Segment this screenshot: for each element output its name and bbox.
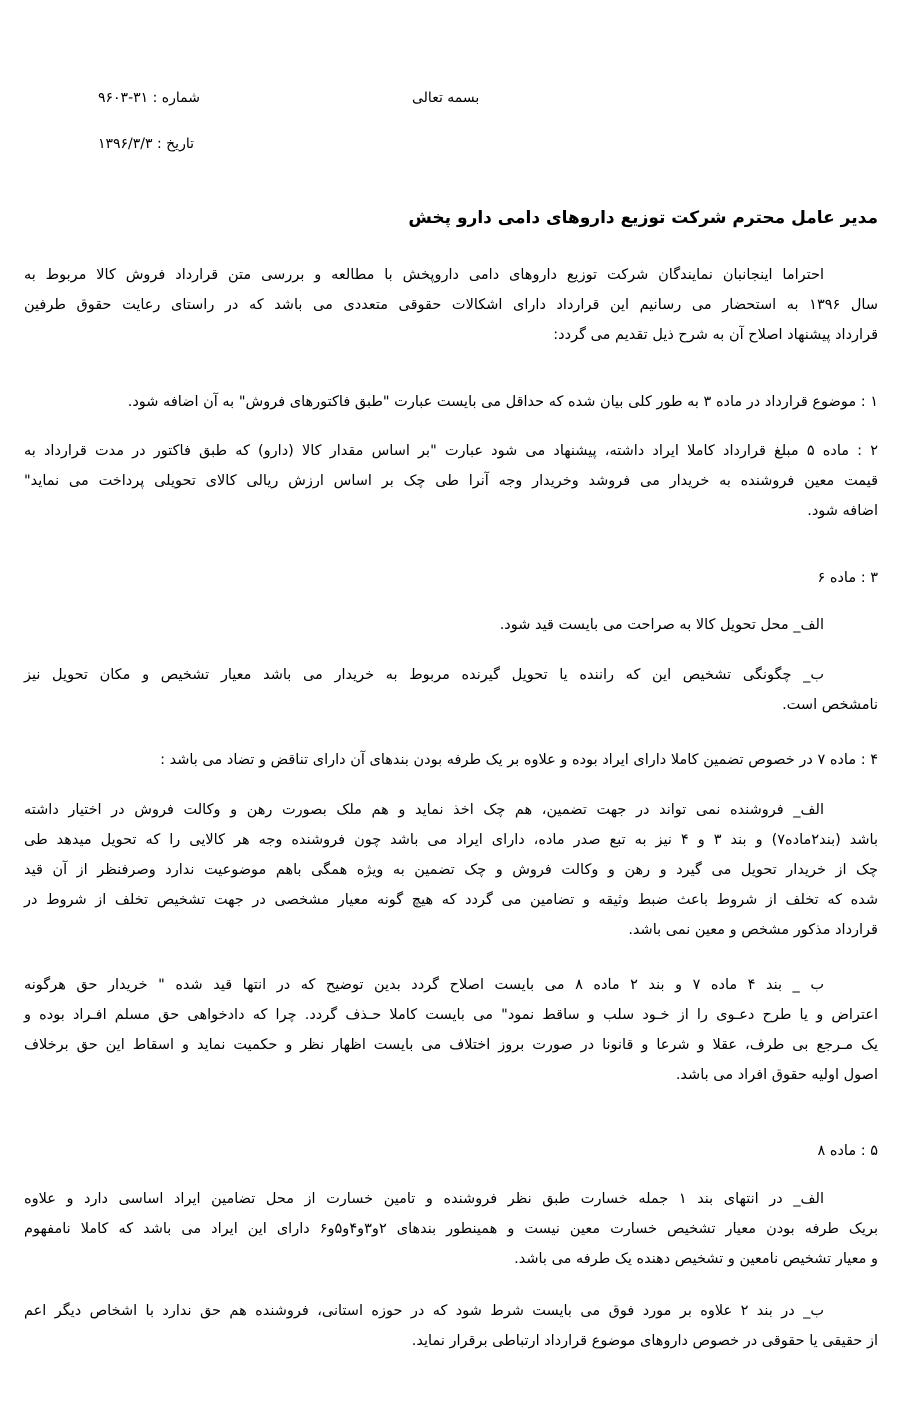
paragraph-line: نامشخص است. [782, 697, 878, 713]
paragraph-line: اضافه شود. [807, 503, 878, 519]
paragraph-line: قرارداد پیشنهاد اصلاح آن به شرح ذیل تقدیم می گردد: [553, 327, 878, 343]
item-4-paragraph [24, 745, 878, 775]
paragraph-line: اعتراض و یا طرح دعـوی را از خـود سلب و ساقط نمود" می بایست کاملا حـذف گردد. چرا که دادخواهی حق مسلم افـراد بوده و [24, 1007, 878, 1023]
paragraph-line: چک از خریدار تحویل می گیرد و رهن و وکالت فروش و چک تضمین به ویژه همگی باهم موضوعیت ندارد وصرفنظر از آن قید [24, 862, 878, 878]
paragraph-line: سال ۱۳۹۶ به استحضار می رسانیم این قرارداد دارای اشکالات حقوقی متعددی می باشد که در راستای رعایت حقوق طرفین [24, 297, 878, 313]
item-3-clause-a [24, 610, 878, 640]
paragraph-line: بریک طرفه بودن معیار تشخیص خسارت معین نیست و همینطور بندهای ۲و۳و۴و۵و۶ دارای این ایراد می باشد که کاملا نامفهوم [24, 1221, 878, 1237]
salutation-heading: مدیر عامل محترم شرکت توزیع داروهای دامی دارو پخش [408, 208, 878, 228]
paragraph-line: الف_ فروشنده نمی تواند در جهت تضمین، هم چک اخذ نماید و هم ملک بصورت رهن و وکالت فروش در اختیار داشته [24, 802, 824, 818]
item-4-clause-b [24, 970, 878, 1090]
item-3-heading [24, 563, 878, 593]
item-5-clause-a [24, 1184, 878, 1274]
paragraph-line: اصول اولیه حقوق افراد می باشد. [675, 1067, 878, 1083]
letter-date: تاریخ : ۱۳۹۶/۳/۳ [97, 136, 194, 152]
paragraph-line: قیمت معین فروشنده به خریدار می فروشد وخریدار وجه آنرا طی چک بر اساس ارزش ریالی کالای تحویلی پرداخت می نماید" [24, 473, 878, 489]
item-3-clause-b [24, 660, 878, 720]
paragraph-line: ب_ در بند ۲ علاوه بر مورد فوق می بایست شرط شود که در حوزه استانی، فروشنده هم حق ندارد با اشخاص دیگر اعم [24, 1303, 824, 1319]
paragraph-line: و معیار تشخیص نامعین و تشخیص دهنده یک طرفه می باشد. [514, 1251, 878, 1267]
paragraph-line: ب_ چگونگی تشخیص این که راننده یا تحویل گیرنده مربوط به خریدار می باشد معیار تشخیص و مکان تحویل نیز [24, 667, 824, 683]
paragraph-line: شده که تخلف از شروط باعث ضبط وثیقه و تضامین می گردد که هیچ گونه معیار مشخصی در جهت تشخیص تخلف از شروط در [24, 892, 878, 908]
paragraph-line: ۴ : ماده ۷ در خصوص تضمین کاملا دارای ایراد بوده و علاوه بر یک طرفه بودن بندهای آن دارای تناقض و تضاد می باشد : [160, 752, 878, 768]
paragraph-line: یک مـرجع بی طرف، عقلا و شرعا و قانونا در صورت بروز اختلاف می بایست اظهار نظر و حکمیت نماید و اسقاط این حق برخلاف [24, 1037, 878, 1053]
letter-number: شماره : ۳۱-۹۶۰۳ [98, 90, 200, 106]
item-5-heading [24, 1136, 878, 1166]
basmala-heading: بسمه تعالی [412, 90, 480, 106]
paragraph-line: ۳ : ماده ۶ [817, 570, 878, 586]
item-5-clause-b [24, 1296, 878, 1356]
item-2-paragraph [24, 436, 878, 526]
paragraph-line: ۱ : موضوع قرارداد در ماده ۳ به طور کلی بیان شده که حداقل می بایست عبارت "طبق فاکتورهای فروش" به آن اضافه شود. [127, 394, 878, 410]
paragraph-line: الف_ در انتهای بند ۱ جمله خسارت طبق نظر فروشنده و تامین خسارت از محل تضامین ایراد اساسی دارد و علاوه [24, 1191, 824, 1207]
item-1-paragraph [24, 387, 878, 417]
intro-paragraph [24, 260, 878, 350]
paragraph-line: احتراما اینجانبان نمایندگان شرکت توزیع داروهای دامی داروپخش با مطالعه و بررسی متن قرارداد فروش کالا مربوط به [24, 267, 824, 283]
paragraph-line: ب _ بند ۴ ماده ۷ و بند ۲ ماده ۸ می بایست اصلاح گردد بدین توضیح که در انتها قید شده " خریدار حق هرگونه [24, 977, 824, 993]
paragraph-line: ۲ : ماده ۵ مبلغ قرارداد کاملا ایراد داشته، پیشنهاد می شود عبارت "بر اساس مقدار کالا (دارو) که طبق فاکتور در مدت قرارداد به [24, 443, 878, 459]
item-4-clause-a [24, 795, 878, 945]
paragraph-line: الف_ محل تحویل کالا به صراحت می بایست قید شود. [499, 617, 824, 633]
paragraph-line: قرارداد مذکور مشخص و معین نمی باشد. [628, 922, 878, 938]
paragraph-line: ۵ : ماده ۸ [817, 1143, 878, 1159]
paragraph-line: از حقیقی یا حقوقی در خصوص داروهای موضوع قرارداد ارتباطی برقرار نماید. [411, 1333, 878, 1349]
paragraph-line: باشد (بند۲ماده۷) و بند ۳ و ۴ نیز به تبع صدر ماده، دارای ایراد می باشد چون فروشنده وجه هر کالایی را که تحویل میدهد طی [24, 832, 878, 848]
